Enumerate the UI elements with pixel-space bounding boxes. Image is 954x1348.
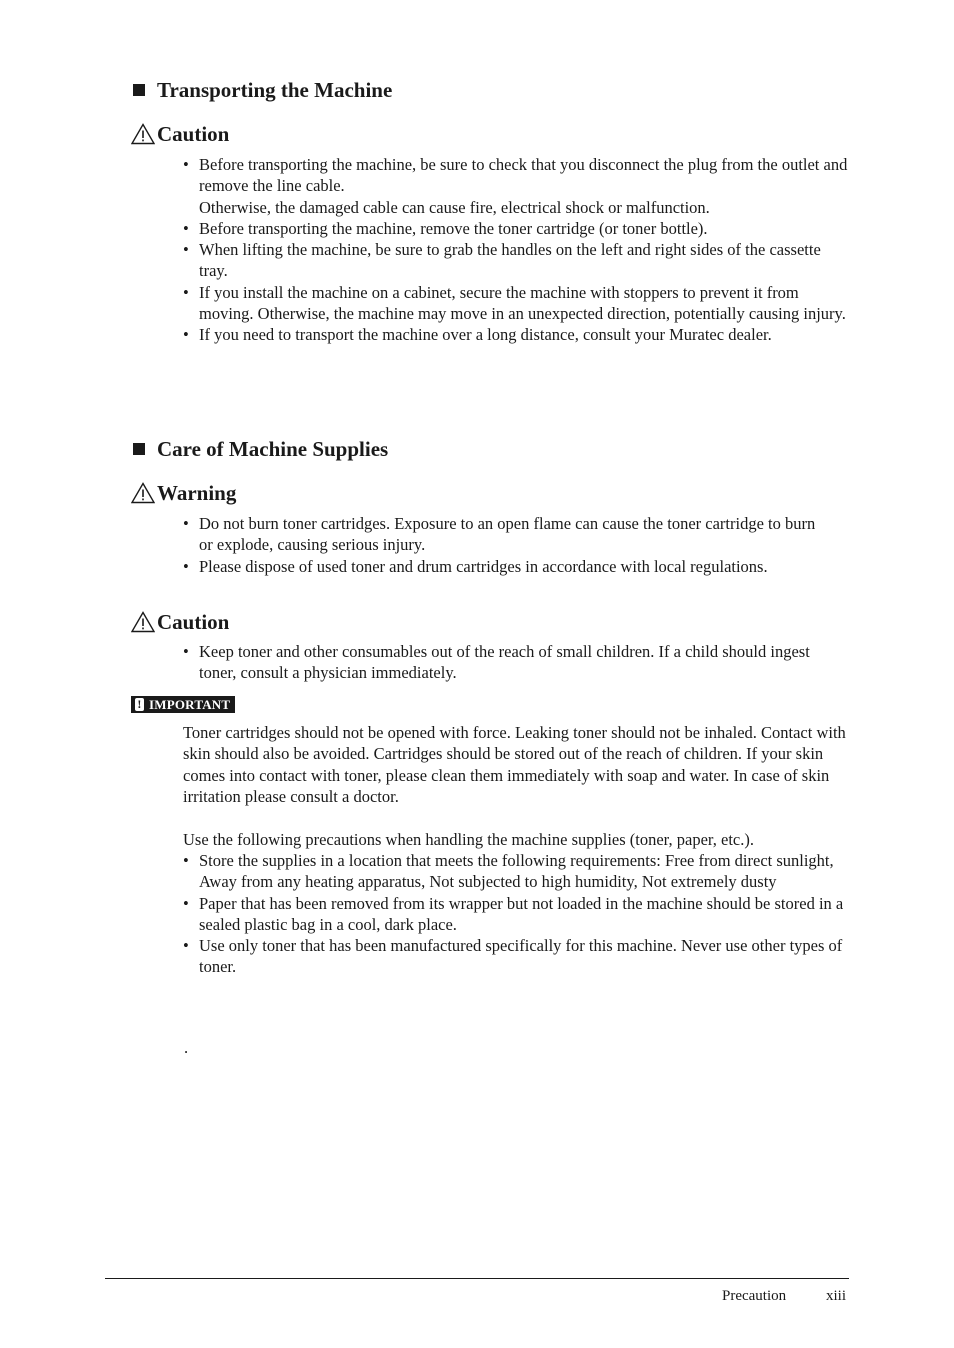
warning-list [183, 513, 823, 577]
caution-list-supplies [183, 641, 823, 684]
list-item: • Use only toner that has been manufactured specifically for this machine. Never use other types of toner. [183, 935, 853, 978]
important-badge [131, 696, 235, 713]
precautions-list [183, 850, 853, 978]
footer-section-name: Precaution [722, 1288, 787, 1304]
caution-label: Caution [157, 122, 230, 146]
caution-heading [131, 121, 229, 147]
caution-list-transport [183, 154, 853, 346]
list-item: • Before transporting the machine, be sure to check that you disconnect the plug from the outlet and remove the line cable. Otherwise, the damaged cable can cause fire, electrical shock or malfunction. [183, 154, 853, 218]
footer-divider [105, 1278, 849, 1279]
list-item: • If you need to transport the machine over a long distance, consult your Muratec dealer. [183, 324, 853, 345]
list-item: • Keep toner and other consumables out of the reach of small children. If a child should ingest toner, consult a physician immediately. [183, 641, 823, 684]
list-item: • Paper that has been removed from its wrapper but not loaded in the machine should be stored in a sealed plastic bag in a cool, dark place. [183, 893, 853, 936]
section-title: Care of Machine Supplies [157, 437, 389, 461]
square-bullet-icon [133, 443, 145, 455]
warning-triangle-icon [131, 123, 155, 145]
list-item: • Store the supplies in a location that meets the following requirements: Free from direct sunlight, Away from any heating apparatus, Not subjected to high humidity, Not extremely dusty [183, 850, 853, 893]
section-title: Transporting the Machine [157, 78, 393, 102]
list-item: • Before transporting the machine, remove the toner cartridge (or toner bottle). [183, 218, 853, 239]
list-item: • If you install the machine on a cabinet, secure the machine with stoppers to prevent it from moving. Otherwise, the machine may move in an unexpected direction, potentially causing injury. [183, 282, 853, 325]
list-item: • When lifting the machine, be sure to grab the handles on the left and right sides of the cassette tray. [183, 239, 853, 282]
exclamation-icon: ! [135, 698, 144, 711]
warning-heading [131, 480, 236, 506]
trailing-mark: . [184, 1038, 189, 1057]
warning-triangle-icon [131, 611, 155, 633]
caution-heading [131, 609, 229, 635]
section-heading-care [131, 436, 388, 462]
important-paragraph: Toner cartridges should not be opened with force. Leaking toner should not be inhaled. Contact with skin should also be avoided. Cartridges should be stored out of the reach of children. If your skin comes into contact with toner, please clean them immediately with soap and water. In case of skin irritation please consult a doctor. [183, 723, 846, 806]
list-item: • Please dispose of used toner and drum cartridges in accordance with local regulations. [183, 556, 823, 577]
list-item: • Do not burn toner cartridges. Exposure to an open flame can cause the toner cartridge to burn or explode, causing serious injury. [183, 513, 823, 556]
section-heading-transporting [131, 77, 392, 103]
important-label: IMPORTANT [149, 697, 231, 712]
square-bullet-icon [133, 84, 145, 96]
warning-triangle-icon [131, 482, 155, 504]
precautions-intro: Use the following precautions when handling the machine supplies (toner, paper, etc.). [183, 830, 754, 849]
footer-page-number: xiii [826, 1288, 847, 1304]
caution-label: Caution [157, 610, 230, 634]
warning-label: Warning [157, 481, 237, 505]
